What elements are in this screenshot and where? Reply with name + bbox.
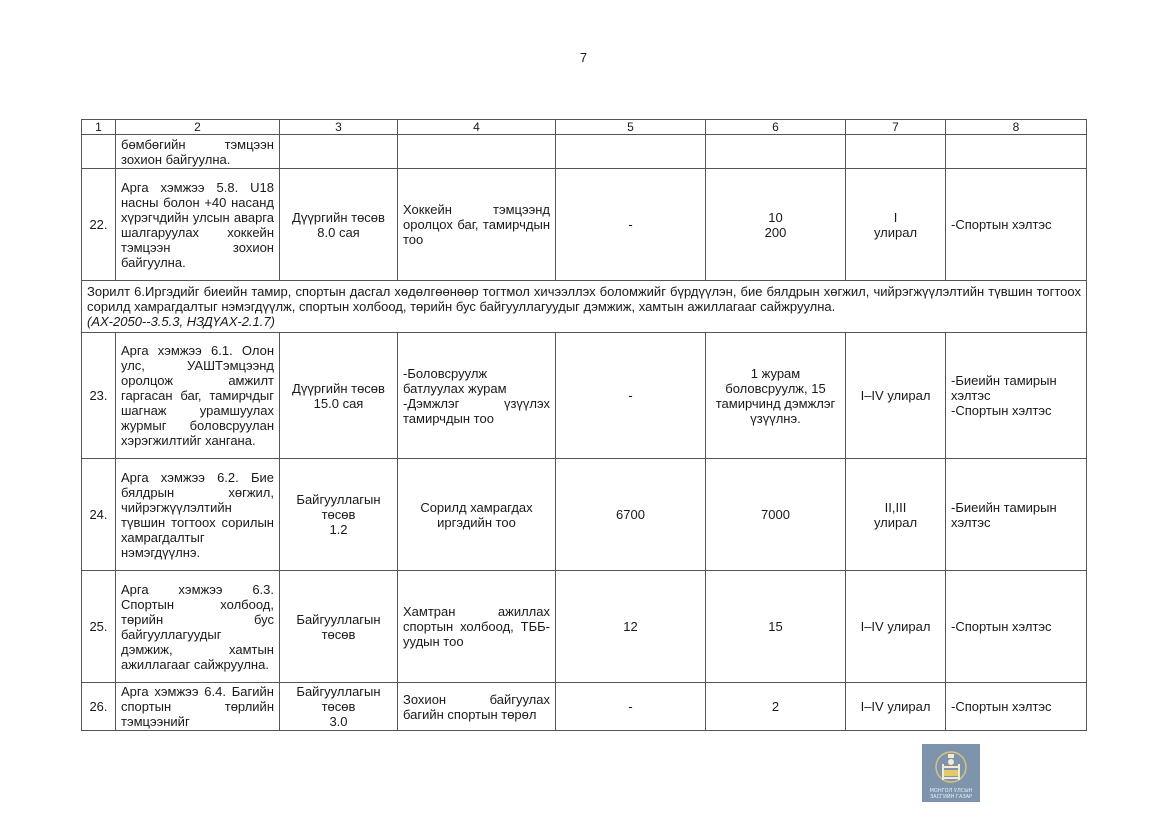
budget-cell: Дүүргийн төсөв 8.0 сая bbox=[280, 169, 398, 281]
budget-line-2: 3.0 bbox=[329, 714, 348, 729]
baseline-cell: - bbox=[556, 333, 706, 459]
target-line-1: 10 bbox=[768, 209, 783, 225]
seal-text-line-2: ЗАСГИЙН ГАЗАР bbox=[929, 794, 973, 800]
baseline-cell: 12 bbox=[556, 571, 706, 683]
header-cell-6: 6 bbox=[706, 120, 846, 135]
activity-cell: бөмбөгийн тэмцээн зохион байгуулна. bbox=[116, 135, 280, 169]
seal-text-line-1: МОНГОЛ УЛСЫН bbox=[929, 788, 973, 794]
soyombo-emblem-icon bbox=[934, 748, 968, 786]
timeline-cell: I–IV улирал bbox=[846, 571, 946, 683]
baseline-cell: 6700 bbox=[556, 459, 706, 571]
responsible-cell: -Спортын хэлтэс bbox=[946, 571, 1087, 683]
timeline-line-2: улирал bbox=[873, 514, 918, 530]
header-cell-1: 1 bbox=[82, 120, 116, 135]
goal-6-text: Зорилт 6.Иргэдийг биеийн тамир, спортын дасгал хөдөлгөөнөөр тогтмол хичээллэх боломжийг бүрдүүлэн, биe бялдрын хөгжил, чийрэгжүүлэлтийн түвшин тогтоох сорилд хамрагдалтыг нэмэгдүүлж, спортын холбоод, төрийн бус байгууллагуудыг дэмжиж, хамтын ажиллагааг сайжруулна. bbox=[87, 284, 1081, 314]
target-cell: 7000 bbox=[706, 459, 846, 571]
table-row-24 bbox=[82, 459, 1087, 571]
indicator-cell: Хамтран ажиллах спортын холбоод, ТББ-уудын тоо bbox=[398, 571, 556, 683]
indicator-cell: Зохион байгуулах багийн спортын төрөл bbox=[398, 683, 556, 731]
budget-cell: Дүүргийн төсөв 15.0 сая bbox=[280, 333, 398, 459]
goal-6-reference: (АХ-2050--3.5.3, НЗДҮАХ-2.1.7) bbox=[87, 314, 275, 329]
table-row-22 bbox=[82, 169, 1087, 281]
target-cell: 15 bbox=[706, 571, 846, 683]
budget-line-2: 1.2 bbox=[329, 522, 348, 537]
timeline-line-1: I bbox=[893, 209, 898, 225]
row-number: 22. bbox=[82, 169, 116, 281]
row-number: 26. bbox=[82, 683, 116, 731]
activity-cell: Арга хэмжээ 6.1. Олон улс, УАШТэмцээнд оролцож амжилт гаргасан баг, тамирчдыг шагнаж урамшуулах журмыг боловсруулан хэрэгжилтийг хангана. bbox=[116, 333, 280, 459]
table-row-26 bbox=[82, 683, 1087, 731]
row-number: 23. bbox=[82, 333, 116, 459]
timeline-cell bbox=[846, 459, 946, 571]
target-cell: 2 bbox=[706, 683, 846, 731]
indicator-cell bbox=[398, 333, 556, 459]
baseline-cell: - bbox=[556, 683, 706, 731]
header-row bbox=[82, 120, 1087, 135]
indicator-line-2: -Дэмжлэг үзүүлэх тамирчдын тоо bbox=[403, 395, 550, 426]
indicator-cell: Сорилд хамрагдах иргэдийн тоо bbox=[398, 459, 556, 571]
timeline-cell: I–IV улирал bbox=[846, 333, 946, 459]
budget-cell: Байгууллагын төсөв bbox=[280, 571, 398, 683]
responsible-line-2: -Спортын хэлтэс bbox=[951, 403, 1052, 418]
timeline-line-1: II,III bbox=[884, 499, 907, 515]
responsible-line-1: -Биеийн тамирын хэлтэс bbox=[951, 373, 1057, 403]
baseline-cell: - bbox=[556, 169, 706, 281]
table-row-continuation bbox=[82, 135, 1087, 169]
table-row-25 bbox=[82, 571, 1087, 683]
budget-cell bbox=[280, 683, 398, 731]
timeline-line-2: улирал bbox=[873, 224, 918, 240]
indicator-line-1: -Боловсруулж батлуулах журам bbox=[403, 365, 507, 396]
target-line-2: 200 bbox=[764, 224, 787, 240]
goal-6-cell bbox=[82, 281, 1087, 333]
header-cell-8: 8 bbox=[946, 120, 1087, 135]
responsible-cell: -Биеийн тамирын хэлтэс bbox=[946, 459, 1087, 571]
header-cell-2: 2 bbox=[116, 120, 280, 135]
target-cell: 1 журам боловсруулж, 15 тамирчинд дэмжлэг үзүүлнэ. bbox=[706, 333, 846, 459]
responsible-cell bbox=[946, 333, 1087, 459]
page-number: 7 bbox=[579, 50, 588, 65]
activity-cell: Арга хэмжээ 6.4. Багийн спортын төрлийн тэмцээнийг bbox=[116, 683, 280, 731]
responsible-cell: -Спортын хэлтэс bbox=[946, 169, 1087, 281]
header-cell-4: 4 bbox=[398, 120, 556, 135]
activity-cell: Арга хэмжээ 5.8. U18 насны болон +40 насанд хүрэгчдийн улсын аварга шалгаруулах хоккейн тэмцээн зохион байгуулна. bbox=[116, 169, 280, 281]
indicator-cell: Хоккейн тэмцээнд оролцох баг, тамирчдын тоо bbox=[398, 169, 556, 281]
timeline-cell: I–IV улирал bbox=[846, 683, 946, 731]
target-cell bbox=[706, 169, 846, 281]
goal-6-row bbox=[82, 281, 1087, 333]
timeline-cell bbox=[846, 169, 946, 281]
action-plan-table bbox=[81, 119, 1087, 731]
row-number: 25. bbox=[82, 571, 116, 683]
header-cell-5: 5 bbox=[556, 120, 706, 135]
responsible-cell: -Спортын хэлтэс bbox=[946, 683, 1087, 731]
activity-cell: Арга хэмжээ 6.2. Бие бялдрын хөгжил, чийрэгжүүлэлтийн түвшин тогтоох сорилын хамрагдалтыг нэмэгдүүлнэ. bbox=[116, 459, 280, 571]
header-cell-3: 3 bbox=[280, 120, 398, 135]
activity-cell: Арга хэмжээ 6.3. Спортын холбоод, төрийн бус байгууллагуудыг дэмжиж, хамтын ажиллагааг сайжруулна. bbox=[116, 571, 280, 683]
table-row-23 bbox=[82, 333, 1087, 459]
budget-line-1: Байгууллагын төсөв bbox=[296, 684, 381, 714]
header-cell-7: 7 bbox=[846, 120, 946, 135]
budget-line-1: Байгууллагын төсөв bbox=[296, 492, 381, 522]
budget-cell bbox=[280, 459, 398, 571]
government-seal bbox=[922, 744, 980, 802]
row-number: 24. bbox=[82, 459, 116, 571]
